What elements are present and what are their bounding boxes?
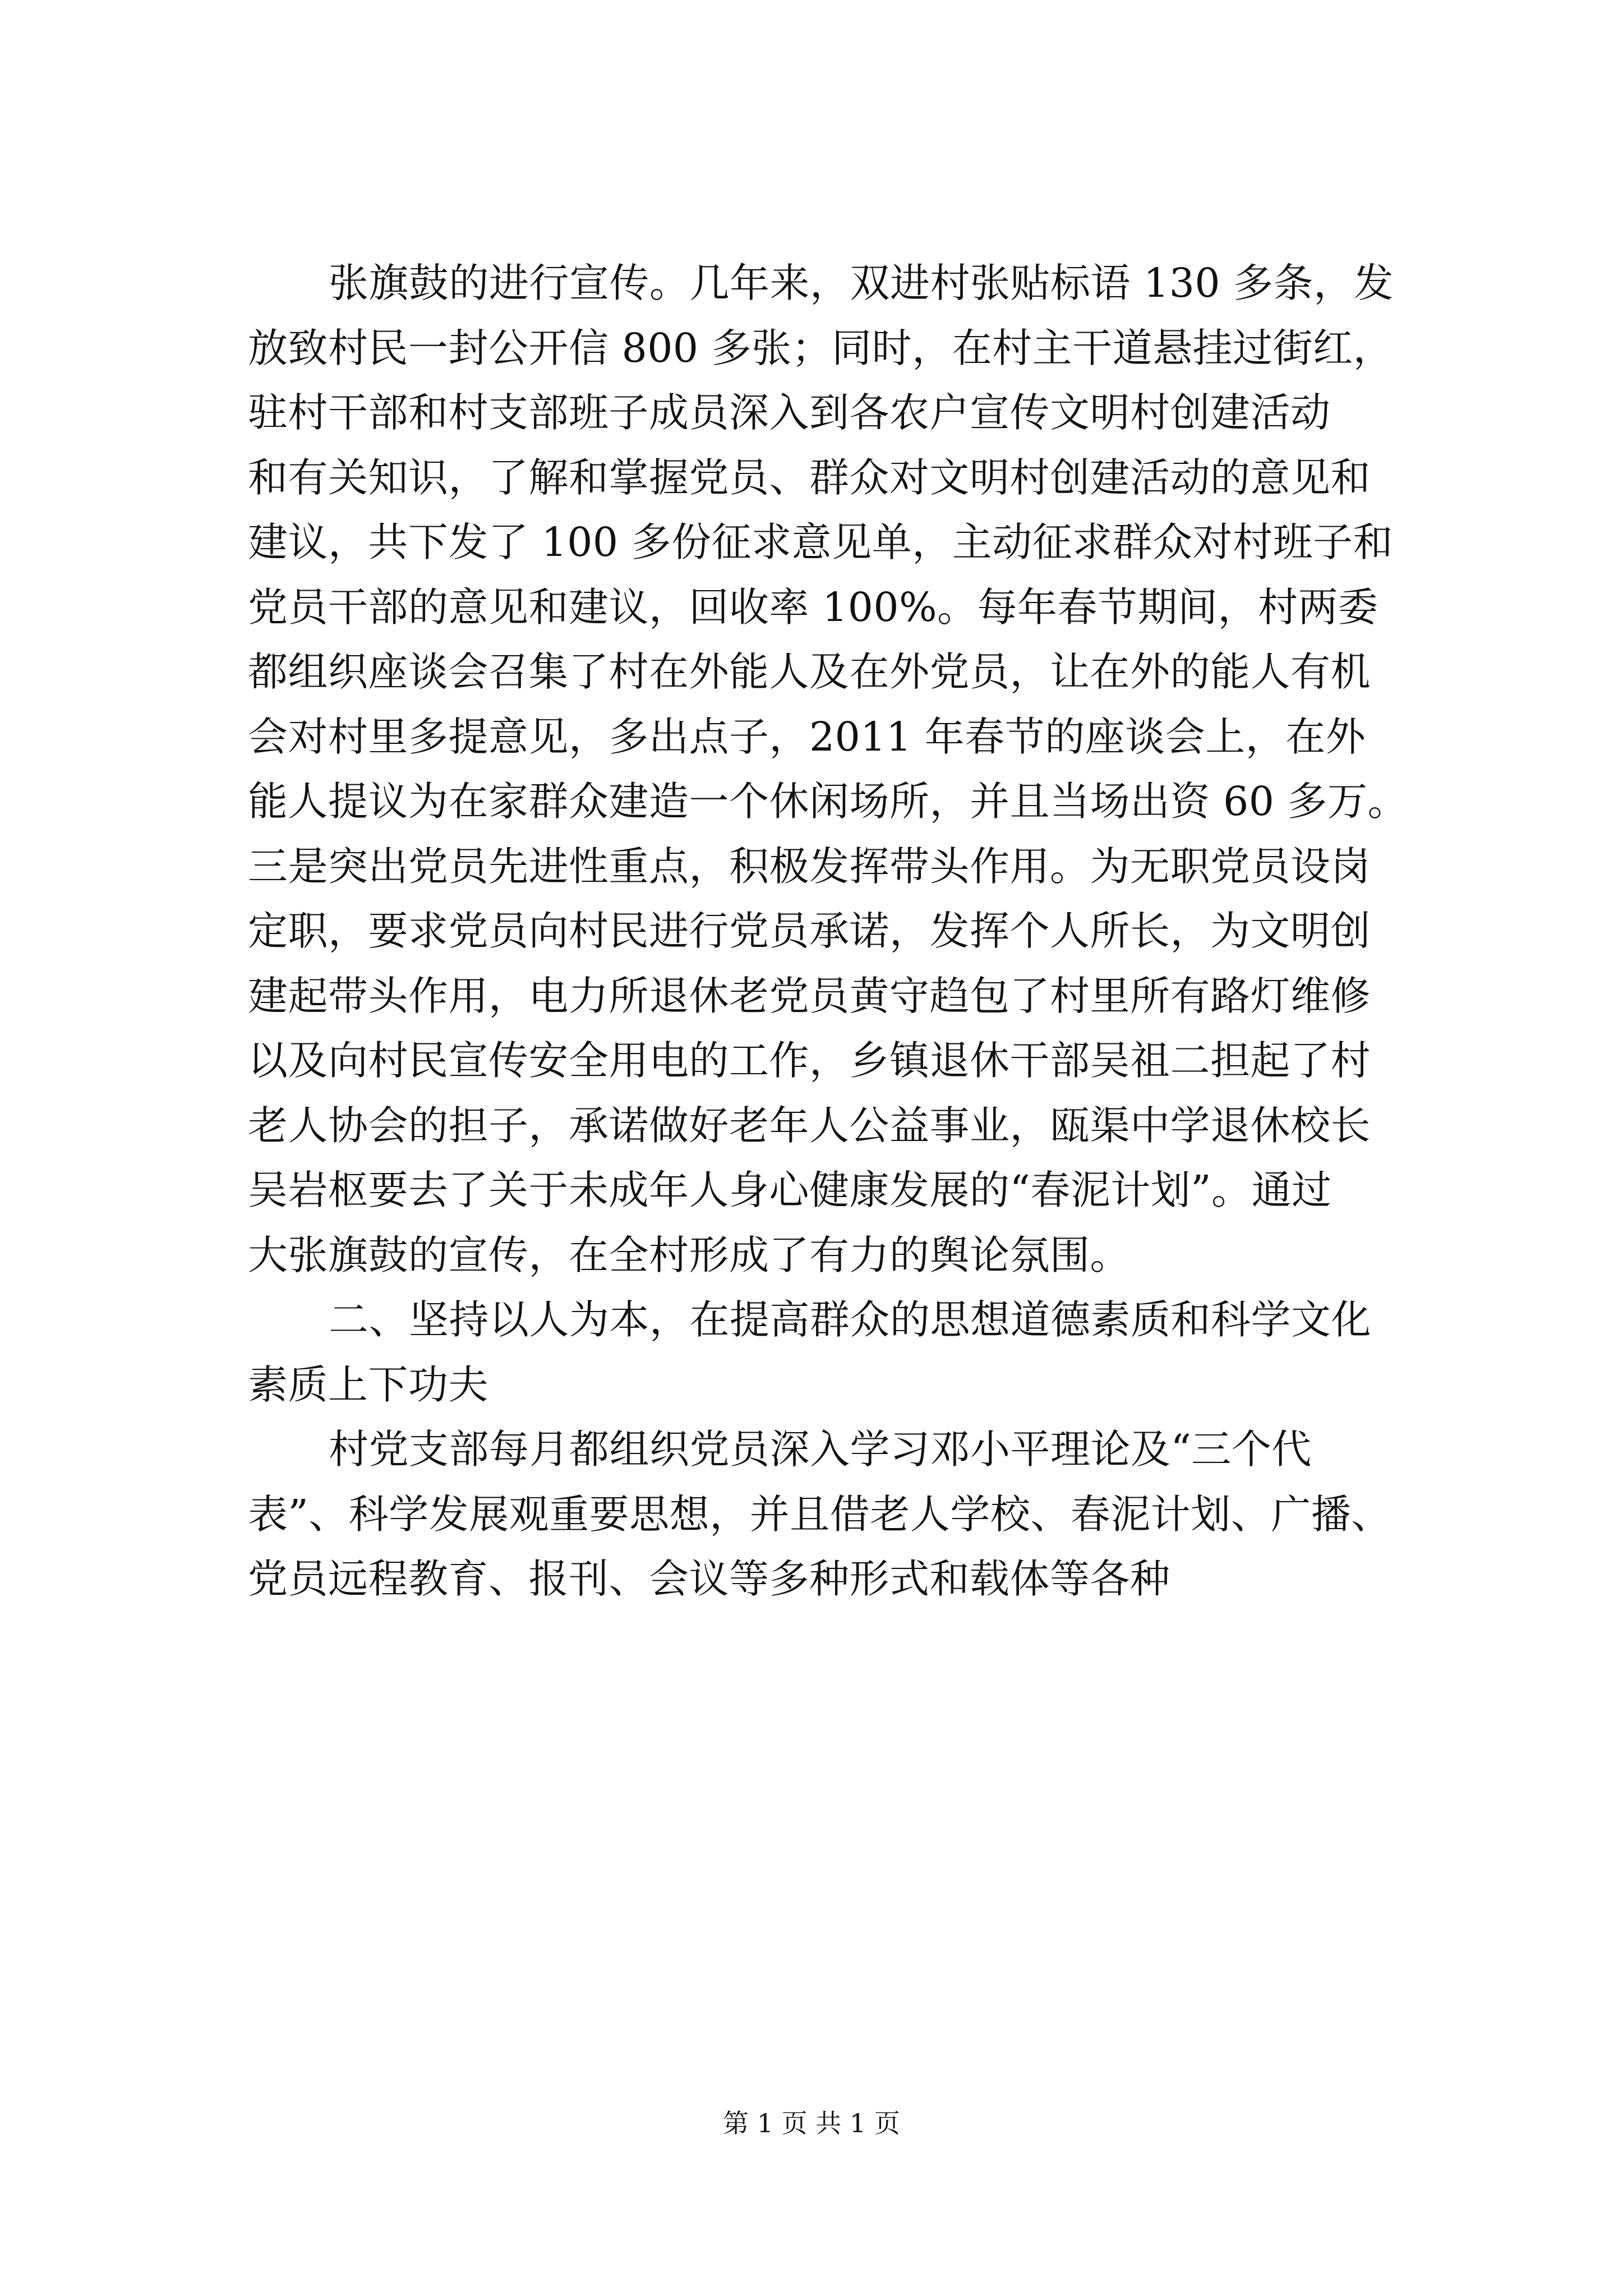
text-line: 张旗鼓的进行宣传。几年来，双进村张贴标语 130 多条，发 bbox=[329, 260, 1394, 306]
text-line: 能人提议为在家群众建造一个休闲场所，并且当场出资 60 多万。 bbox=[248, 778, 1408, 825]
document-body bbox=[248, 251, 1414, 1612]
text-line: 村党支部每月都组织党员深入学习邓小平理论及“三个代 bbox=[329, 1426, 1312, 1473]
text-line: 三是突出党员先进性重点，积极发挥带头作用。为无职党员设岗 bbox=[248, 843, 1371, 890]
text-line: 定职，要求党员向村民进行党员承诺，发挥个人所长，为文明创 bbox=[248, 908, 1371, 954]
text-line: 表”、科学发展观重要思想，并且借老人学校、春泥计划、广播、 bbox=[248, 1490, 1391, 1538]
page-number-footer: 第 1 页 共 1 页 bbox=[723, 2108, 900, 2138]
text-line: 党员远程教育、报刊、会议等多种形式和载体等各种 bbox=[248, 1556, 1170, 1602]
text-line: 和有关知识，了解和掌握党员、群众对文明村创建活动的意见和 bbox=[248, 454, 1371, 501]
text-line: 放致村民一封公开信 800 多张；同时，在村主干道悬挂过街红， bbox=[248, 324, 1394, 371]
section-heading-line: 二、坚持以人为本，在提高群众的思想道德素质和科学文化 bbox=[329, 1296, 1372, 1343]
text-line: 党员干部的意见和建议，回收率 100%。每年春节期间，村两委 bbox=[248, 583, 1378, 631]
text-line: 建议，共下发了 100 多份征求意见单，主动征求群众对村班子和 bbox=[248, 519, 1394, 565]
text-line: 会对村里多提意见，多出点子，2011 年春节的座谈会上，在外 bbox=[248, 713, 1366, 760]
text-line: 都组织座谈会召集了村在外能人及在外党员，让在外的能人有机 bbox=[248, 648, 1371, 695]
section-heading-line: 素质上下功夫 bbox=[248, 1361, 489, 1408]
text-line: 驻村干部和村支部班子成员深入到各农户宣传文明村创建活动 bbox=[248, 389, 1331, 436]
text-line: 建起带头作用，电力所退休老党员黄守趋包了村里所有路灯维修 bbox=[248, 972, 1371, 1019]
text-line: 大张旗鼓的宣传，在全村形成了有力的舆论氛围。 bbox=[248, 1231, 1131, 1278]
text-line: 吴岩枢要去了关于未成年人身心健康发展的“春泥计划”。通过 bbox=[248, 1167, 1332, 1213]
text-line: 以及向村民宣传安全用电的工作，乡镇退休干部吴祖二担起了村 bbox=[248, 1037, 1371, 1084]
text-line: 老人协会的担子，承诺做好老年人公益事业，瓯渠中学退休校长 bbox=[248, 1102, 1371, 1149]
